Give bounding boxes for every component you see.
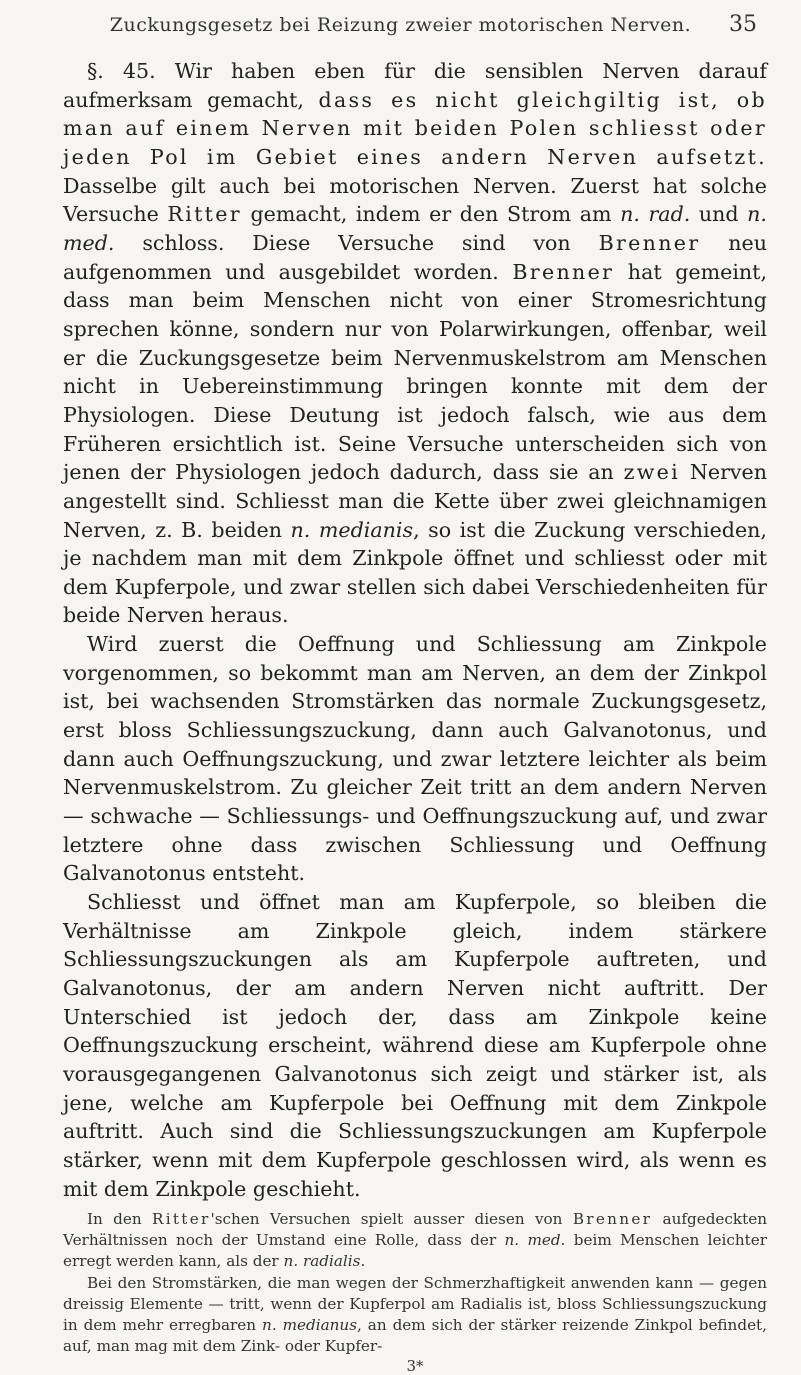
running-head: [0, 10, 801, 40]
page-number: 35: [729, 12, 757, 37]
text-run: In den: [87, 1210, 152, 1229]
text-run: n. med.: [504, 1231, 566, 1250]
text-run: Ritter: [152, 1210, 211, 1229]
footnote: [63, 1209, 767, 1272]
paragraph: [63, 57, 767, 630]
paragraphs: [63, 57, 767, 1203]
text-run: Brenner: [512, 259, 615, 284]
text-run: aufgedeckten Verhältnissen noch der Umstand eine Rolle, dass der: [63, 1210, 767, 1250]
text-run: .: [360, 1252, 366, 1271]
footnotes: [63, 1209, 767, 1357]
text-run: §. 45. Wir haben eben für die sensiblen Nerven darauf aufmerksam gemacht,: [63, 59, 767, 112]
text-run: n. radialis: [283, 1252, 361, 1271]
text-run: Nerven angestellt sind. Schliesst man die Kette über zwei gleichnamigen Nerven, z. B. beiden: [63, 460, 767, 542]
signature-mark: 3*: [406, 1356, 424, 1375]
text-run: und: [690, 202, 748, 227]
footnote: [63, 1273, 767, 1357]
text-run: gemacht, indem er den Strom am: [241, 202, 621, 227]
text-run: 'schen Versuchen spielt ausser diesen von: [210, 1210, 573, 1229]
text-run: , so ist die Zuckung verschieden, je nachdem man mit dem Zinkpole öffnet und schliesst oder mit dem Kupferpole, und zwar stellen sich dabei Verschiedenheiten für beide Nerven heraus.: [63, 517, 767, 628]
text-run: beim Menschen leichter erregt werden kann, als der: [63, 1231, 767, 1271]
body-text: [63, 57, 767, 1375]
text-run: zwei: [623, 460, 681, 485]
running-title: Zuckungsgesetz bei Reizung zweier motorischen Nerven.: [109, 14, 692, 36]
text-run: n. medianus: [262, 1315, 357, 1334]
text-run: Brenner: [572, 1210, 653, 1229]
paragraph: [63, 888, 767, 1203]
text-run: n. rad.: [620, 202, 691, 227]
text-run: dass es nicht gleichgiltig ist, ob man auf einem Nerven mit beiden Polen schliesst oder jeden Pol im Gebiet eines andern Nerven aufsetzt.: [63, 87, 767, 169]
text-run: n. med.: [63, 202, 767, 255]
text-run: Brenner: [598, 230, 701, 255]
text-run: schloss. Diese Versuche sind von: [114, 230, 599, 255]
paragraph: [63, 630, 767, 888]
text-run: Schliesst und öffnet man am Kupferpole, so bleiben die Verhältnisse am Zinkpole gleich, indem stärkere Schliessungszuckungen als am Kupferpole auftreten, und Galvanotonus, der am andern Nerven nicht auftritt. Der Unterschied ist jedoch der, dass am Zinkpole keine Oeffnungszuckung erscheint, während diese am Kupferpole ohne vorausgegangenen Galvanotonus sich zeigt und stärker ist, als jene, welche am Kupferpole bei Oeffnung mit dem Zinkpole auftritt. Auch sind die Schliessungszuckungen am Kupferpole stärker, wenn mit dem Kupferpole geschlossen wird, als wenn es mit dem Zinkpole geschieht.: [63, 890, 767, 1201]
text-run: , an dem sich der stärker reizende Zinkpol befindet, auf, man mag mit dem Zink- oder Kupfer-: [63, 1315, 767, 1355]
text-run: Dasselbe gilt auch bei motorischen Nerven. Zuerst hat solche Versuche: [63, 173, 767, 227]
text-run: hat gemeint, dass man beim Menschen nicht von einer Stromesrichtung sprechen könne, sondern nur von Polarwirkungen, offenbar, weil er die Zuckungsgesetze beim Nervenmuskelstrom am Menschen nicht in Uebereinstimmung bringen konnte mit dem der Physiologen. Diese Deutung ist jedoch falsch, wie aus dem Früheren ersichtlich ist. Seine Versuche unterscheiden sich von jenen der Physiologen jedoch dadurch, dass sie an: [63, 259, 767, 485]
text-run: Wird zuerst die Oeffnung und Schliessung am Zinkpole vorgenommen, so bekommt man am Nerven, an dem der Zinkpol ist, bei wachsenden Stromstärken das normale Zuckungsgesetz, erst bloss Schliessungszuckung, dann auch Galvanotonus, und dann auch Oeffnungszuckung, und zwar letztere leichter als beim Nervenmuskelstrom. Zu gleicher Zeit tritt an dem andern Nerven — schwache — Schliessungs- und Oeffnungszuckung auf, und zwar letztere ohne dass zwischen Schliessung und Oeffnung Galvanotonus entsteht.: [63, 632, 767, 886]
text-run: neu aufgenommen und ausgebildet worden.: [63, 230, 768, 284]
text-run: Ritter: [167, 202, 242, 227]
text-run: n. medianis: [290, 517, 414, 542]
text-run: Bei den Stromstärken, die man wegen der Schmerzhaftigkeit anwenden kann — gegen dreissig Elemente — tritt, wenn der Kupferpol am Radialis ist, bloss Schliessungszuckung in dem mehr erregbaren: [63, 1273, 767, 1334]
